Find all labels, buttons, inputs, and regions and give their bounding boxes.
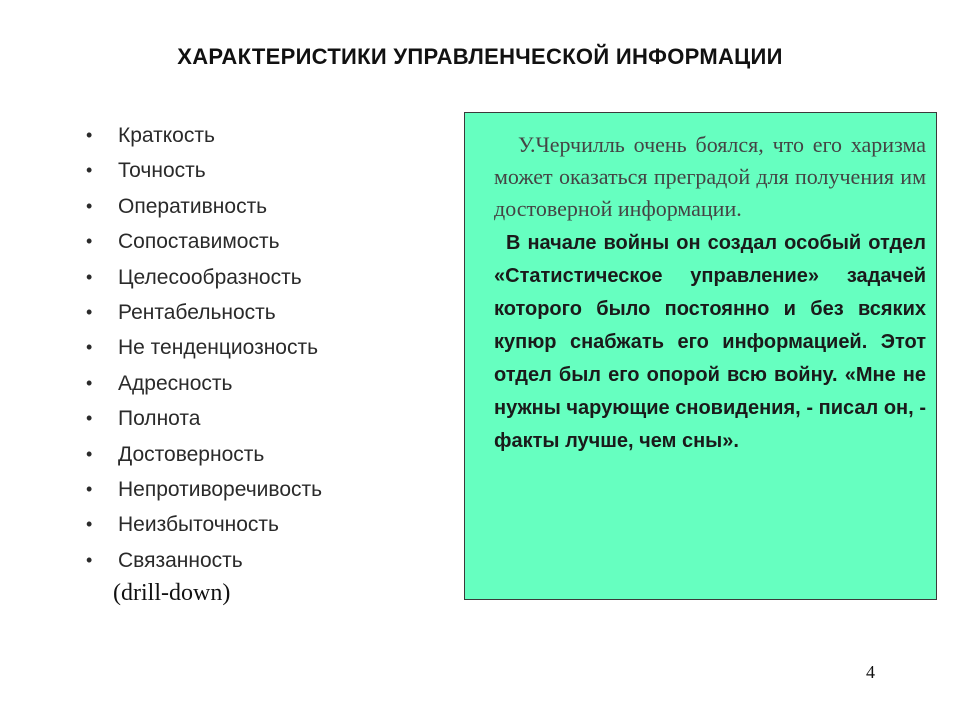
- bullet-icon: •: [86, 478, 93, 499]
- bullet-icon: •: [86, 443, 93, 464]
- list-item-label: Полнота: [118, 407, 201, 431]
- bullet-icon: •: [86, 125, 93, 145]
- bullet-icon: •: [86, 408, 93, 429]
- list-item: [86, 295, 322, 330]
- list-item-label: Непротиворечивость: [118, 477, 323, 501]
- list-item: [86, 366, 322, 401]
- list-item: [86, 507, 322, 542]
- list-item-label: Достоверность: [118, 442, 265, 466]
- list-item: [86, 437, 322, 472]
- list-item-label: Адресность: [118, 371, 233, 395]
- list-item-label: Краткость: [118, 124, 215, 147]
- list-item: [86, 260, 322, 295]
- churchill-quote-box: [464, 112, 937, 600]
- list-item-label: Связанность: [118, 548, 243, 572]
- list-item-label: Сопоставимость: [118, 230, 280, 254]
- list-item: [86, 153, 322, 188]
- bullet-icon: •: [86, 231, 93, 252]
- list-item-label: Точность: [118, 159, 206, 183]
- quote-story-text: В начале войны он создал особый отдел «Статистическое управление» задачей которого было постоянно и без всяких купюр снабжать его информацией. Этот отдел был его опорой всю войну. «Мне не нужны чарующие сновидения, - писал он, - факты лучше, чем сны».: [494, 232, 926, 452]
- list-item: [86, 224, 322, 259]
- slide-title: ХАРАКТЕРИСТИКИ УПРАВЛЕНЧЕСКОЙ ИНФОРМАЦИИ: [177, 44, 783, 69]
- list-item: [86, 472, 322, 507]
- bullet-icon: •: [86, 549, 93, 570]
- list-item-label: Целесообразность: [118, 265, 302, 289]
- list-item-label: Рентабельность: [118, 300, 276, 324]
- list-item: [86, 330, 322, 365]
- list-item: [86, 118, 322, 153]
- bullet-icon: •: [86, 337, 93, 358]
- list-item-label: Не тенденциозность: [118, 336, 319, 360]
- bullet-icon: •: [86, 301, 93, 322]
- list-item: [86, 189, 322, 224]
- drill-down-note: (drill-down): [113, 580, 231, 606]
- bullet-icon: •: [86, 266, 93, 287]
- list-item-label: Неизбыточность: [118, 513, 279, 537]
- bullet-icon: •: [86, 514, 93, 535]
- list-item: [86, 401, 322, 436]
- list-item-label: Оперативность: [118, 194, 268, 218]
- list-item: [86, 543, 322, 578]
- bullet-icon: •: [86, 195, 93, 216]
- bullet-icon: •: [86, 372, 93, 393]
- page-number: 4: [866, 662, 875, 682]
- quote-intro-text: У.Черчилль очень боялся, что его харизма может оказаться преградой для получения им достоверной информации.: [494, 132, 926, 221]
- characteristics-list: [86, 118, 322, 578]
- bullet-icon: •: [86, 160, 93, 181]
